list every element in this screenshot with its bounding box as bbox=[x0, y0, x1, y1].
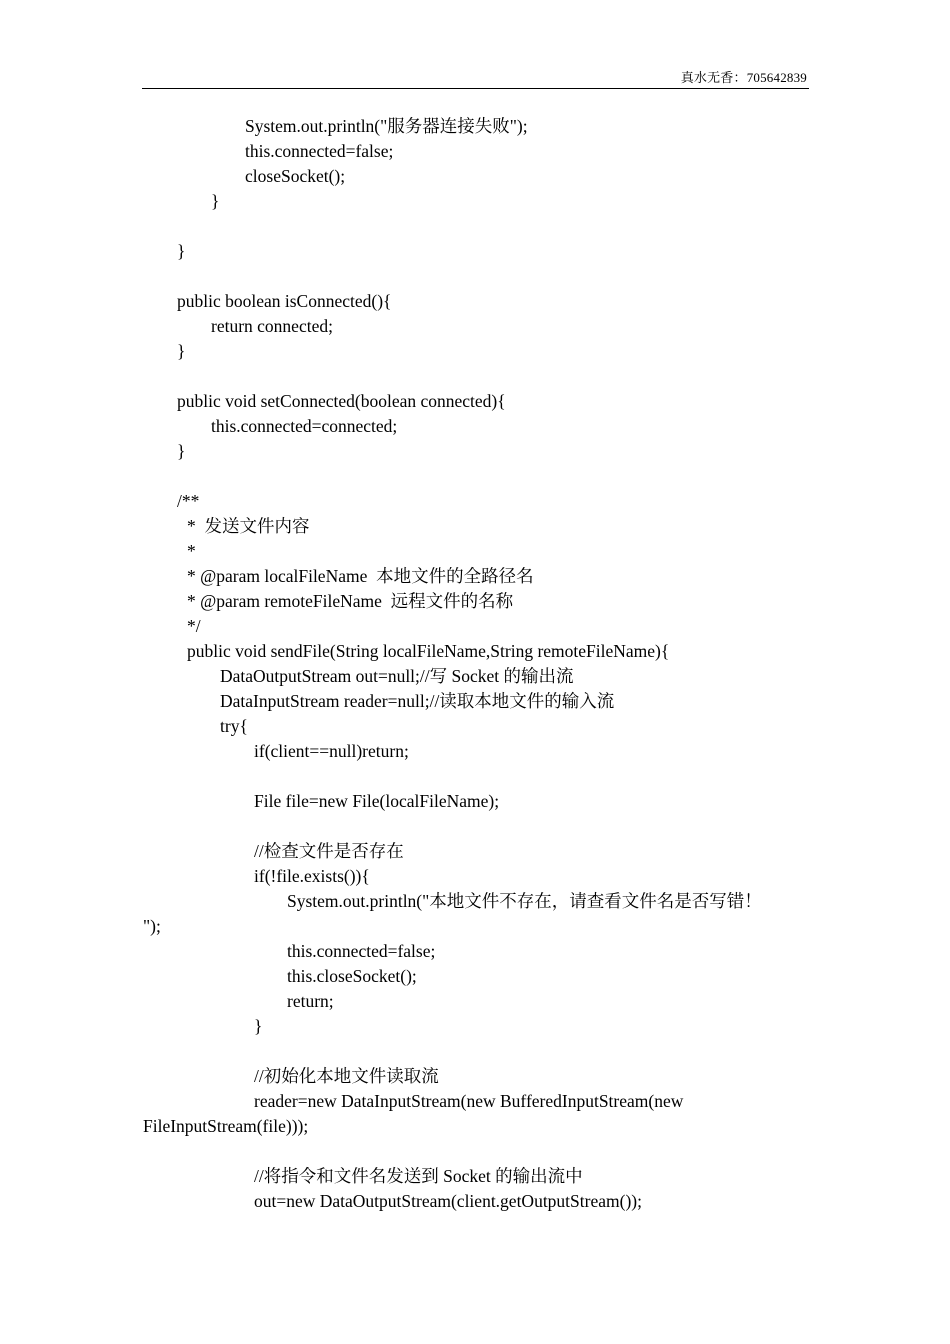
code-line: return; bbox=[287, 991, 334, 1011]
code-line: */ bbox=[187, 616, 201, 636]
code-line: if(client==null)return; bbox=[254, 741, 409, 761]
code-line: if(!file.exists()){ bbox=[254, 866, 370, 886]
code-line: this.connected=false; bbox=[287, 941, 436, 961]
header-text: 真水无香：705642839 bbox=[680, 70, 807, 85]
code-line: System.out.println("服务器连接失败"); bbox=[245, 116, 528, 136]
code-line: //初始化本地文件读取流 bbox=[254, 1066, 439, 1086]
code-line: reader=new DataInputStream(new BufferedInputStream(new bbox=[254, 1091, 684, 1111]
code-line: //检查文件是否存在 bbox=[254, 841, 404, 861]
code-line: closeSocket(); bbox=[245, 166, 346, 186]
code-line: * @param localFileName 本地文件的全路径名 bbox=[187, 566, 534, 586]
code-line: try{ bbox=[220, 716, 248, 736]
code-line: public void sendFile(String localFileName,String remoteFileName){ bbox=[187, 641, 670, 661]
code-line: } bbox=[211, 191, 220, 211]
code-line: } bbox=[254, 1016, 263, 1036]
code-line: * @param remoteFileName 远程文件的名称 bbox=[187, 591, 514, 611]
code-line: return connected; bbox=[211, 316, 333, 336]
code-line: "); bbox=[143, 916, 161, 936]
code-line: * bbox=[187, 541, 196, 561]
code-line: System.out.println("本地文件不存在，请查看文件名是否写错！ bbox=[287, 891, 762, 911]
code-line: out=new DataOutputStream(client.getOutputStream()); bbox=[254, 1191, 642, 1211]
code-line: this.connected=connected; bbox=[211, 416, 398, 436]
code-line: this.closeSocket(); bbox=[287, 966, 417, 986]
code-line: /** bbox=[177, 491, 200, 511]
code-line: } bbox=[177, 441, 186, 461]
code-line: public boolean isConnected(){ bbox=[177, 291, 392, 311]
code-line: * 发送文件内容 bbox=[187, 516, 310, 536]
code-line: public void setConnected(boolean connected){ bbox=[177, 391, 506, 411]
code-line: } bbox=[177, 341, 186, 361]
code-line: DataOutputStream out=null;//写 Socket 的输出流 bbox=[220, 666, 574, 686]
code-line: File file=new File(localFileName); bbox=[254, 791, 500, 811]
page-header bbox=[142, 64, 809, 89]
code-line: //将指令和文件名发送到 Socket 的输出流中 bbox=[254, 1166, 583, 1186]
code-line: DataInputStream reader=null;//读取本地文件的输入流 bbox=[220, 691, 615, 711]
code-line: } bbox=[177, 241, 186, 261]
code-line: this.connected=false; bbox=[245, 141, 394, 161]
code-line: FileInputStream(file))); bbox=[143, 1116, 309, 1136]
